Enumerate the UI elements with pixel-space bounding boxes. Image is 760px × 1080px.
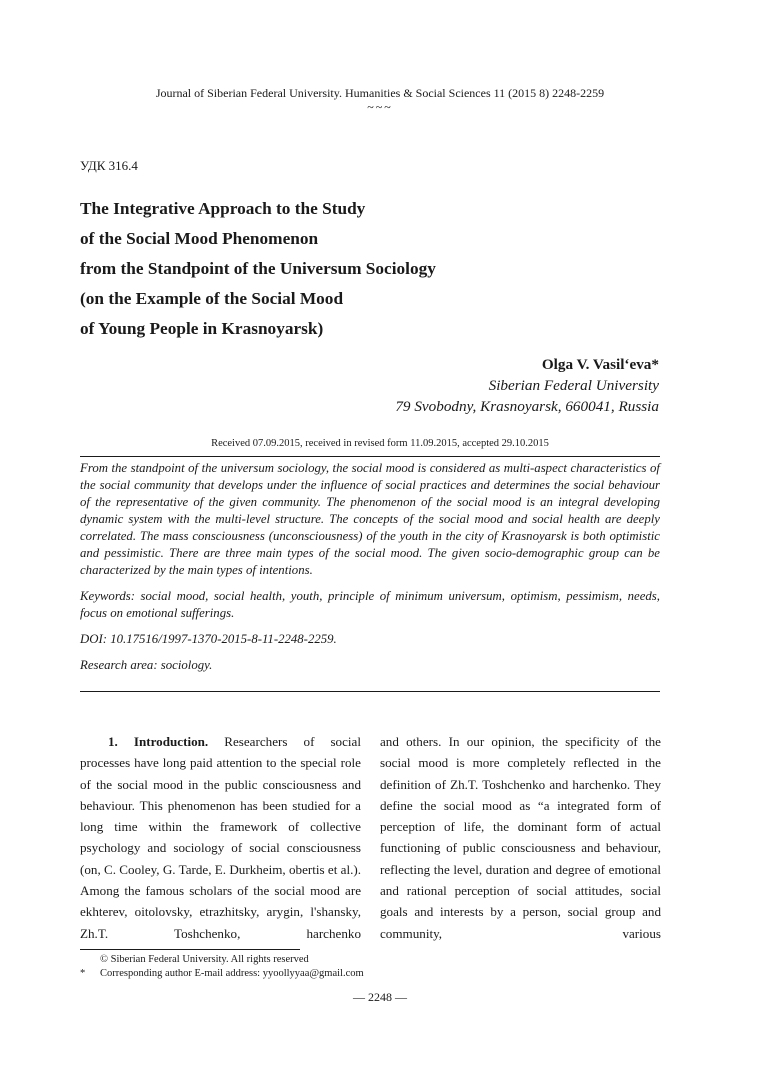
section-heading: 1. Introduction. [108, 734, 209, 749]
received-dates: Received 07.09.2015, received in revised form 11.09.2015, accepted 29.10.2015 [211, 438, 549, 449]
title-line: (on the Example of the Social Mood [80, 289, 344, 308]
footnote-symbol: * [80, 968, 86, 979]
journal-header: Journal of Siberian Federal University. Humanities & Social Sciences 11 (2015 8) 2248-2259 [155, 86, 605, 100]
research-area: Research area: sociology. [80, 658, 213, 672]
page-number: — 2248 — [353, 990, 407, 1004]
abstract-text: From the standpoint of the universum sociology, the social mood is considered as multi-aspect characteristics of the social community that develops under the influence of social practices and determines the social behaviour of the representative of the given community. The phenomenon of the social mood is an integral developing dynamic system with the multi-level structure. The concepts of the social mood and social health are deeply correlated. The mass consciousness (unconsciousness) of the youth in the city of Krasnoyarsk is both optimistic and pessimistic. There are three main types of the social mood. The given socio-demographic group can be characterized by the main types of intentions. [80, 461, 660, 577]
abstract-block [80, 460, 660, 674]
abstract-bottom-rule [80, 691, 660, 692]
header-separator: ~~~ [367, 100, 393, 114]
doi: DOI: 10.17516/1997-1370-2015-8-11-2248-2259. [80, 632, 337, 646]
body-paragraph: and others. In our opinion, the specificity of the social mood is more completely reflected in the definition of Zh.T. Toshchenko and harchenko. They define the social mood as “a integrated form of perception of life, the dominant form of actual functioning of public consciousness and behaviour, reflecting the level, duration and degree of emotional and rational perception of social attitudes, social goals and interests by a person, social group and community, various [380, 734, 661, 941]
keywords: Keywords: social mood, social health, youth, principle of minimum universum, optimism, pessimism, needs, focus on emotional sufferings. [80, 589, 660, 620]
author-block [395, 354, 659, 417]
footnote-rule [80, 949, 300, 950]
footnote-text: Corresponding author E-mail address: yyoollyyaa@gmail.com [100, 968, 364, 979]
intro-text: Researchers of social processes have long paid attention to the special role of the social mood in the public consciousness and behaviour. This phenomenon has been studied for a long time within the framework of collective psychology and sociology of social consciousness (on, C. Cooley, G. Tarde, E. Durkheim, obertis et al.). Among the famous scholars of the social mood are ekhterev, oitolovsky, etrazhitsky, arygin, l'shansky, Zh.T. Toshchenko, harchenko [80, 734, 361, 941]
title-line: of Young People in Krasnoyarsk) [80, 319, 324, 338]
author-address: 79 Svobodny, Krasnoyarsk, 660041, Russia [395, 398, 659, 415]
title-line: The Integrative Approach to the Study [80, 199, 366, 218]
footnote-copyright [80, 953, 309, 966]
title-line: of the Social Mood Phenomenon [80, 229, 319, 248]
footnote-text: © Siberian Federal University. All rights reserved [100, 954, 309, 965]
abstract-top-rule [80, 456, 660, 457]
intro-paragraph [80, 731, 361, 944]
author-affiliation: Siberian Federal University [488, 377, 659, 394]
udk-code: УДК 316.4 [80, 158, 138, 173]
body-column-left [80, 731, 361, 944]
footnote-corresponding [80, 967, 364, 980]
paper-title [80, 194, 436, 344]
body-column-right [380, 731, 661, 944]
author-name: Olga V. Vasil‘eva* [541, 356, 659, 373]
title-line: from the Standpoint of the Universum Sociology [80, 259, 436, 278]
